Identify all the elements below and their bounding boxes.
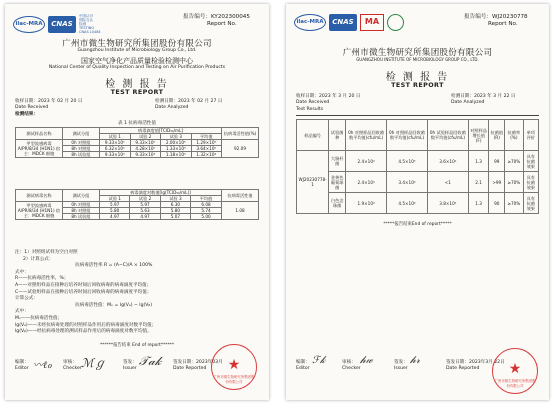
report-title-en: TEST REPORT: [391, 81, 444, 89]
checker-signature: 审核： Checker: [63, 360, 82, 371]
issuer-signature: 签发： Issuer: [123, 360, 137, 371]
center-name-en: National Center of Quality Inspection and Testing on Air Purification Products: [48, 65, 226, 70]
table-row: 金黄色葡萄球菌 2.4×10⁴ 3.4×10⁴ <1 2.1 >99 ≥70% 具有抗菌效果: [297, 172, 539, 193]
checker-handwritten-signature: ℳℊ: [81, 356, 106, 370]
organization-name-en: Guangzhou Institute of Microbiology Group Co., Ltd.: [77, 48, 197, 53]
table-row: 8h 试验组 9.33×10³ 9.33×10³ 1.18×10³ 1.32×10⁴: [16, 152, 259, 158]
issuer-signature: 签发： Issuer: [394, 360, 408, 371]
organization-name: 广州市微生物研究所集团股份有限公司: [62, 39, 212, 49]
table-row: 8h 对照组 5.80 5.63 5.80 5.74: [16, 208, 259, 214]
organization-name-en: GUANGZHOU INSTITUTE OF MICROBIOLOGY GROUP CO., LTD.: [356, 57, 479, 62]
cnas-logo: CNAS: [48, 16, 76, 33]
editor-handwritten-signature: 〰ℓℴ: [33, 360, 52, 371]
date-reported: 签发日期：2023年3月 22日 Date Reported: [446, 360, 505, 371]
table-row: 8h 试验组 4.97 4.97 5.07 5.00: [16, 214, 259, 220]
report-title: 检 测 报 告: [105, 79, 169, 90]
accreditation-logos: [13, 14, 101, 34]
date-received: 收样日期：2023 年 02 月 20 日 Date Received: [15, 99, 83, 110]
official-seal: ★ 广州市微生物研究所集团股份有限公司: [211, 344, 257, 390]
cma-logo: MA: [360, 14, 384, 31]
date-received: 收样日期：2023 年 3 月 20 日 Date Received: [296, 94, 361, 105]
green-seal-icon: [387, 14, 404, 31]
date-analyzed: 检测日期：2023 年 3 月 22 日 Date Analyzed: [451, 94, 516, 105]
official-seal: ★ 广州市微生物研究所集团股份有限公司: [492, 348, 538, 394]
antibacterial-table: 样品编号 试验菌种 0h 对照样品回收菌数平均值(cfu/mL) 0h 对照样品回收菌数平均值(cfu/mL) 0h 试验样品回收菌数平均值(cfu/mL) 对照样品增长值(F) 抗菌值(R) 抗菌率(%) 单项评价 WJ20230778-1 大肠杆菌 2.4×10⁴ 4.5×10⁵ 3.6×10² 1.3 99 ≥70% 具有抗菌效果 金黄色葡萄球菌 2.4×10⁴ 3.4×10⁴ <1 2.1 >99 ≥70% 具有抗菌效果 白色念珠菌 1.9×10⁴ 4.5×10⁴ 3.8×10² 1.3 90 ≥70% 具有抗菌效果: [296, 119, 539, 214]
editor-handwritten-signature: ℱ𝓀: [312, 355, 326, 366]
table1-caption: 表 1 抗病毒活性值: [117, 121, 156, 126]
organization-name: 广州市微生物研究所集团股份有限公司: [342, 48, 493, 58]
issuer-handwritten-signature: 𝒽𝓇: [410, 355, 420, 366]
report-page-antibacterial: [286, 4, 549, 400]
antiviral-value-table: 测试病毒名称 测试分组 病毒滴度对数值[lg(TCID₅₀/mL)] 抗病毒活性值 试验 1 试验 2 试验 3 平均值 甲型流感病毒 A/PR/8/34 (H1N1) 宿主：MDCK 细胞 0h 对照组 5.97 5.97 6.30 6.08 1.08 8h 对照组 5.80 5.63 5.80 5.74 8h 试验组 4.97 4.97 5.07 5.00: [15, 189, 259, 220]
date-reported: 签发日期：2023年03月 Date Reported: [173, 360, 223, 371]
seal-star-icon: ★: [227, 357, 241, 373]
table-row: 8h 对照组 6.32×10⁵ 4.28×10⁵ 1.33×10⁶ 3.64×10⁵: [16, 146, 259, 152]
cnas-logo: CNAS: [329, 14, 357, 31]
ilac-mra-logo: ilac-MRA: [13, 16, 45, 33]
cnas-logo-caption: 中国认可 国际互认 检测 TESTING CNAS L0484: [79, 14, 101, 34]
results-label: 检测结果：: [15, 112, 38, 117]
table-row: 白色念珠菌 1.9×10⁴ 4.5×10⁴ 3.8×10² 1.3 90 ≥70% 具有抗菌效果: [297, 193, 539, 214]
report-title-en: TEST REPORT: [110, 88, 164, 96]
end-of-report: ******报告结束 End of report******: [99, 343, 175, 348]
formula-notes: 注：1）对照组试样为空白对照 2）计算公式： 抗病毒活性率 R = (A−C)/A × 100% 式中： R——抗病毒活性率，%； A——对照组样品在接种后培养时间后回收病毒的病毒滴度平均值； C——试验组样品在接种后培养时间后回收病毒的病毒滴度平均值； 计算公式： 抗病毒活性值：Mᵥ = lg(Vₐ) − lg(Vᵦ) 式中： Mᵥ——抗病毒活性值； lg(Vₐ)——未经抗病毒处理的对照样品作用后的病毒滴度对数平均值； lg(Vᵦ)——经抗病毒处理的测试样品作用后的病毒滴度对数平均值。: [15, 250, 157, 335]
results-label: Test Results: [296, 107, 324, 112]
checker-handwritten-signature: 𝒽𝓌: [360, 355, 373, 366]
end-of-report: *****报告结束End of report*****: [383, 222, 452, 227]
editor-signature: 编制： Editor: [15, 360, 29, 371]
issuer-handwritten-signature: 𝒯𝒶𝓀: [139, 354, 162, 368]
report-number: 报告编号：WJ20230778 Report No.: [464, 14, 528, 27]
table-row: 甲型流感病毒 A/PR/8/34 (H1N1) 宿主：MDCK 细胞 0h 对照组 9.33×10⁵ 9.33×10⁵ 2.00×10⁶ 1.29×10⁶ 92.09: [16, 140, 259, 146]
report-number: 报告编号：KY202300045 Report No.: [183, 14, 250, 27]
ilac-mra-logo: ilac-MRA: [294, 14, 326, 31]
report-page-antiviral: [5, 4, 269, 400]
report-title: 检 测 报 告: [385, 72, 450, 83]
center-name: 国家空气净化产品质量检验检测中心: [81, 57, 193, 65]
table-row: 甲型流感病毒 A/PR/8/34 (H1N1) 宿主：MDCK 细胞 0h 对照组 5.97 5.97 6.30 6.08 1.08: [16, 202, 259, 208]
antiviral-rate-table: 测试样品名称 测试分组 病毒滴度值[TCID₅₀/mL] 抗病毒活性值(%) 试验 1 试验 2 试验 3 平均值 甲型流感病毒 A/PR/8/34 (H1N1) 宿主：MDCK 细胞 0h 对照组 9.33×10⁵ 9.33×10⁵ 2.00×10⁶ 1.29×10⁶ 92.09 8h 对照组 6.32×10⁵ 4.28×10⁵ 1.33×10⁶ 3.64×10⁵ 8h 试验组 9.33×10³ 9.33×10³ 1.18×10³ 1.32×10⁴: [15, 127, 259, 158]
editor-signature: 编制： Editor: [296, 360, 310, 371]
date-analyzed: 检测日期：2023 年 02 月 27 日 Date Analyzed: [155, 99, 223, 110]
accreditation-logos: [294, 14, 404, 31]
table-row: WJ20230778-1 大肠杆菌 2.4×10⁴ 4.5×10⁵ 3.6×10² 1.3 99 ≥70% 具有抗菌效果: [297, 151, 539, 172]
checker-signature: 审核： Checker: [342, 360, 361, 371]
divider: [296, 115, 539, 116]
seal-star-icon: ★: [508, 361, 522, 377]
